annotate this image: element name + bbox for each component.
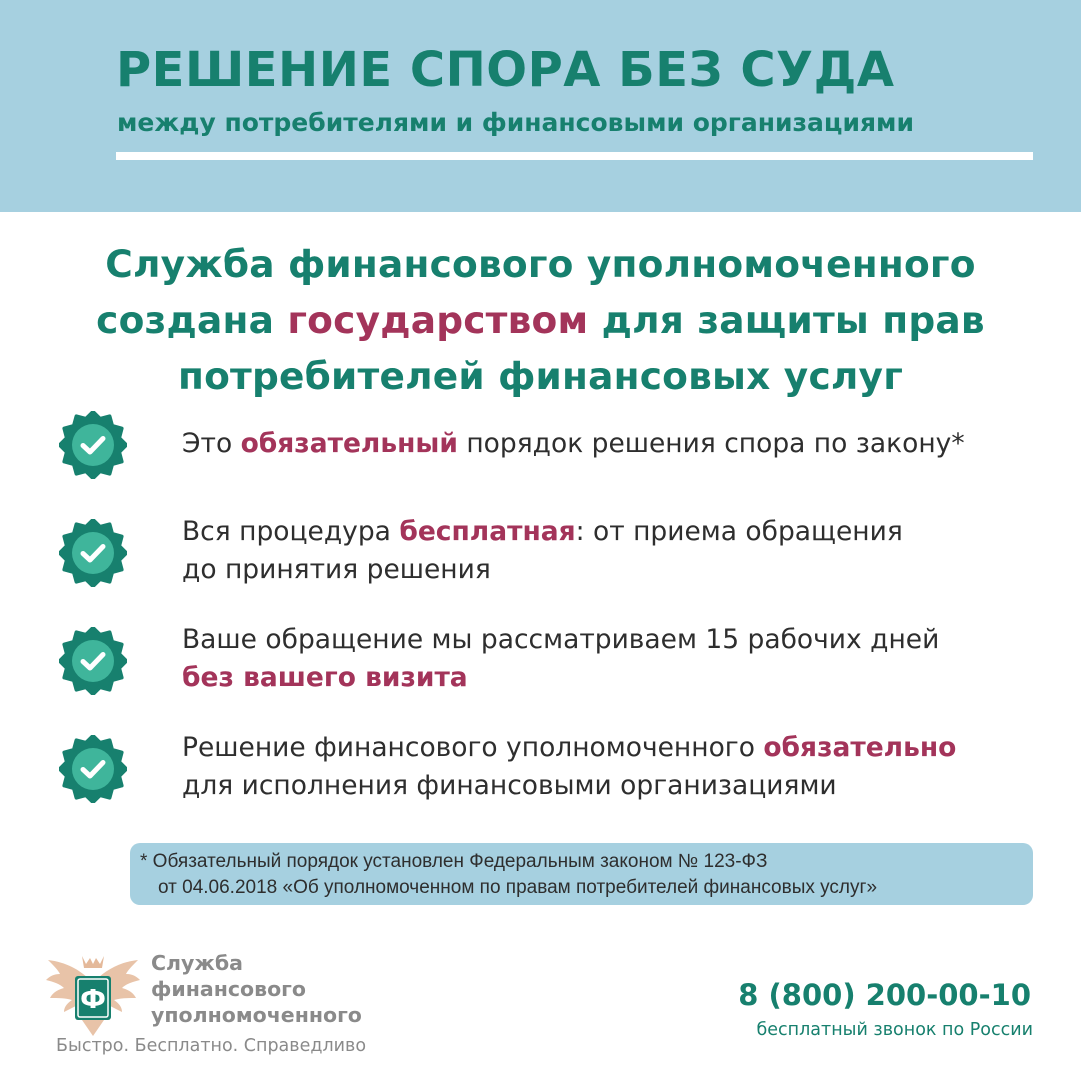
check-badge-icon (59, 627, 127, 695)
benefit-4-pre: Решение финансового уполномоченного (182, 732, 764, 763)
headline-line-2-post: для защиты прав (588, 298, 985, 342)
benefit-2-line-2: до принятия решения (182, 554, 491, 585)
org-name-line-2: финансового (151, 977, 306, 1001)
org-name-line-3: уполномоченного (151, 1003, 362, 1027)
org-name (151, 950, 362, 1028)
headline-line-1: Служба финансового уполномоченного (105, 242, 976, 286)
headline-line-3: потребителей финансовых услуг (177, 354, 903, 398)
header-banner (0, 0, 1081, 212)
headline (40, 236, 1041, 404)
benefit-2-pre: Вся процедура (182, 516, 400, 547)
hotline-phone[interactable]: 8 (800) 200-00-10 (738, 978, 1031, 1012)
check-badge-icon (59, 735, 127, 803)
benefit-4-accent: обязательно (763, 732, 957, 763)
banner-title: РЕШЕНИЕ СПОРА БЕЗ СУДА (116, 42, 895, 98)
benefit-text-1 (182, 425, 1052, 463)
benefit-1-accent: обязательный (240, 428, 458, 459)
benefit-text-4 (182, 729, 1052, 805)
eagle-emblem-icon (44, 950, 142, 1038)
benefit-3-line-2 (182, 659, 1052, 697)
slogan: Быстро. Бесплатно. Справедливо (56, 1036, 367, 1056)
benefit-2-accent: бесплатная (399, 516, 576, 547)
benefit-3-accent: без вашего визита (182, 662, 468, 693)
org-name-line-1: Служба (151, 951, 243, 975)
footnote (130, 843, 1033, 905)
benefit-text-2 (182, 513, 1052, 589)
benefit-2-line-1 (182, 513, 1052, 551)
banner-divider (116, 152, 1033, 160)
footnote-line-1: * Обязательный порядок установлен Федеральным законом № 123-ФЗ (140, 851, 768, 872)
check-badge-icon (59, 519, 127, 587)
benefit-3-line-1: Ваше обращение мы рассматриваем 15 рабочих дней (182, 624, 940, 655)
check-badge-icon (59, 411, 127, 479)
benefit-1-post: порядок решения спора по закону* (457, 428, 965, 459)
footnote-line-2: от 04.06.2018 «Об уполномоченном по правам потребителей финансовых услуг» (158, 877, 878, 898)
headline-accent: государством (287, 298, 589, 342)
benefit-1-pre: Это (182, 428, 241, 459)
benefit-4-line-1 (182, 729, 1052, 767)
headline-line-2-pre: создана (96, 298, 288, 342)
benefit-text-3 (182, 621, 1052, 697)
headline-line-2 (40, 292, 1041, 348)
logo-letter: Ф (80, 985, 106, 1015)
banner-subtitle: между потребителями и финансовыми организациями (117, 108, 914, 137)
benefit-4-line-2: для исполнения финансовыми организациями (182, 770, 837, 801)
benefit-2-post: : от приема обращения (575, 516, 903, 547)
hotline-note: бесплатный звонок по России (756, 1020, 1033, 1040)
